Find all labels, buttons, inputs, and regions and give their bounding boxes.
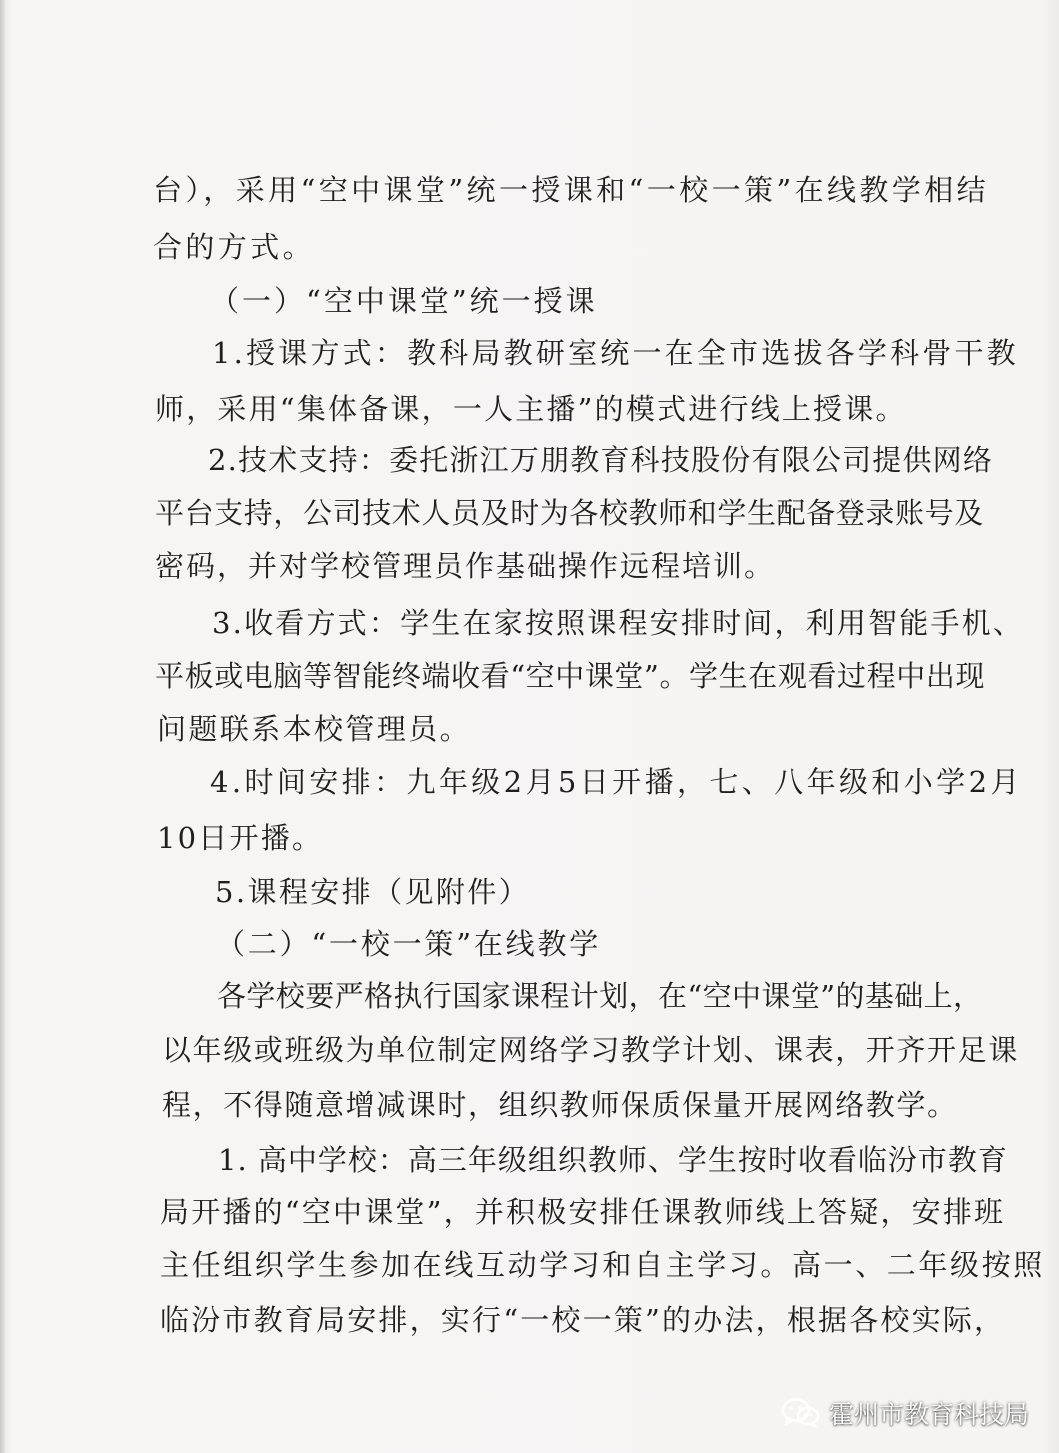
section-heading-1: （一）“空中课堂”统一授课 <box>210 284 598 318</box>
text-line-5: 师，采用“集体备课，一人主播”的模式进行线上授课。 <box>155 392 907 426</box>
text-line-8: 密码，并对学校管理员作基础操作远程培训。 <box>155 549 776 583</box>
text-line-16: 各学校要严格执行国家课程计划，在“空中课堂”的基础上， <box>217 979 983 1013</box>
text-line-10: 平板或电脑等智能终端收看“空中课堂”。学生在观看过程中出现 <box>155 659 986 693</box>
text-line-6: 2.技术支持：委托浙江万朋教育科技股份有限公司提供网络 <box>208 443 994 477</box>
text-line-22: 临汾市教育局安排，实行“一校一策”的办法，根据各校实际， <box>160 1303 1006 1337</box>
text-line-17: 以年级或班级为单位制定网络学习教学计划、课表，开齐开足课 <box>162 1033 1019 1067</box>
text-line-1: 台），采用“空中课堂”统一授课和“一校一策”在线教学相结 <box>153 173 990 207</box>
section-heading-2: （二）“一校一策”在线教学 <box>216 927 602 961</box>
wechat-watermark <box>781 1395 1029 1431</box>
text-line-9: 3.收看方式：学生在家按照课程安排时间，利用智能手机、 <box>212 606 1025 640</box>
text-line-13: 10日开播。 <box>157 821 324 855</box>
text-line-14: 5.课程安排（见附件） <box>215 875 531 909</box>
text-line-11: 问题联系本校管理员。 <box>157 712 472 746</box>
text-line-4: 1.授课方式：教科局教研室统一在全市选拔各学科骨干教 <box>212 336 1019 370</box>
text-line-18: 程，不得随意增减课时，组织教师保质保量开展网络教学。 <box>162 1088 958 1122</box>
text-line-7: 平台支持，公司技术人员及时为各校教师和学生配备登录账号及 <box>155 496 984 530</box>
text-line-19: 1. 高中学校：高三年级组织教师、学生按时收看临汾市教育 <box>218 1143 1008 1177</box>
text-line-20: 局开播的“空中课堂”，并积极安排任课教师线上答疑，安排班 <box>160 1195 1006 1229</box>
text-line-21: 主任组织学生参加在线互动学习和自主学习。高一、二年级按照 <box>160 1248 1045 1282</box>
page-binding-shadow <box>0 0 6 1453</box>
text-line-2: 合的方式。 <box>153 230 316 264</box>
wechat-icon <box>781 1397 821 1429</box>
text-line-12: 4.时间安排：九年级2月5日开播，七、八年级和小学2月 <box>210 765 1023 799</box>
watermark-text: 霍州市教育科技局 <box>828 1400 1029 1429</box>
